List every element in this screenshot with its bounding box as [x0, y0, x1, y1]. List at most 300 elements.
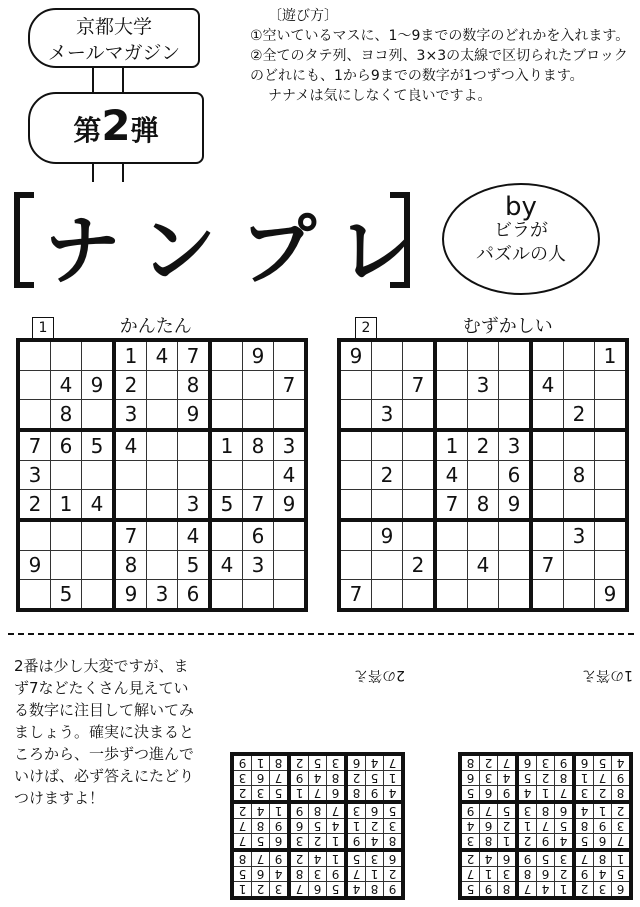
grid-cell [595, 490, 628, 521]
grid-cell: 2 [289, 754, 309, 771]
grid-row [232, 834, 403, 851]
grid-cell: 4 [147, 340, 178, 371]
grid-cell: 2 [18, 490, 51, 521]
grid-cell [339, 461, 372, 490]
grid-cell: 7 [555, 786, 575, 803]
grid-row [232, 850, 403, 867]
grid-row [339, 400, 627, 431]
grid-cell [178, 461, 211, 490]
grid-cell: 2 [612, 802, 632, 819]
grid-cell: 6 [480, 819, 498, 834]
grid-cell [564, 430, 595, 461]
rules [250, 6, 635, 106]
grid-cell [51, 520, 82, 551]
grid-cell [435, 580, 468, 611]
grid-row [232, 867, 403, 882]
grid-cell [82, 520, 115, 551]
grid-cell: 6 [384, 850, 404, 867]
grid-cell: 5 [612, 867, 632, 882]
grid-cell [147, 371, 178, 400]
grid-cell: 7 [460, 867, 480, 882]
grid-cell: 9 [82, 371, 115, 400]
grid-cell: 6 [252, 771, 270, 786]
grid-row [18, 461, 306, 490]
grid-cell: 1 [366, 867, 384, 882]
header-sign [28, 8, 200, 68]
grid-cell: 6 [555, 802, 575, 819]
grid-cell [595, 551, 628, 580]
grid-cell: 6 [366, 802, 384, 819]
grid-cell: 5 [327, 882, 347, 899]
grid-cell: 6 [309, 882, 327, 899]
grid-cell: 4 [498, 771, 518, 786]
rules-title: 〔遊び方〕 [268, 8, 338, 24]
grid-cell: 6 [537, 867, 555, 882]
divider [8, 633, 634, 635]
grid-cell: 4 [366, 754, 384, 771]
grid-cell: 4 [574, 802, 594, 819]
grid-cell: 7 [309, 786, 327, 803]
grid-cell: 4 [309, 850, 327, 867]
grid-cell [18, 340, 51, 371]
grid-cell: 4 [384, 786, 404, 803]
grid-cell [499, 551, 532, 580]
grid-cell: 1 [612, 850, 632, 867]
grid-cell: 1 [252, 754, 270, 771]
grid-cell: 4 [594, 867, 612, 882]
signpost-pole [92, 66, 124, 94]
grid-cell: 5 [517, 771, 537, 786]
grid-cell: 3 [114, 400, 147, 431]
grid-cell: 7 [274, 371, 307, 400]
puzzle1-grid [16, 338, 308, 612]
grid-cell: 1 [480, 867, 498, 882]
grid-cell [531, 340, 564, 371]
grid-cell: 3 [274, 430, 307, 461]
grid-cell [595, 461, 628, 490]
grid-cell [114, 461, 147, 490]
byline-by: by [505, 192, 537, 222]
grid-row [18, 371, 306, 400]
grid-cell: 9 [346, 834, 366, 851]
grid-cell: 7 [114, 520, 147, 551]
grid-cell: 1 [574, 771, 594, 786]
grid-cell: 2 [498, 819, 518, 834]
grid-cell [564, 490, 595, 521]
grid-cell: 7 [612, 834, 632, 851]
grid-cell [595, 400, 628, 431]
grid-cell [595, 371, 628, 400]
grid-cell: 9 [289, 771, 309, 786]
grid-cell [51, 461, 82, 490]
grid-row [339, 461, 627, 490]
grid-cell: 5 [51, 580, 82, 611]
grid-row [18, 490, 306, 521]
grid-cell: 4 [270, 867, 290, 882]
grid-cell [468, 461, 499, 490]
grid-cell: 4 [460, 819, 480, 834]
grid-cell: 7 [232, 819, 252, 834]
grid-row [232, 819, 403, 834]
grid-cell: 9 [480, 882, 498, 899]
grid-cell: 1 [270, 802, 290, 819]
grid-cell [595, 520, 628, 551]
grid-row [18, 340, 306, 371]
grid-row [339, 551, 627, 580]
grid-row [460, 819, 631, 834]
grid-cell: 6 [460, 771, 480, 786]
grid-cell: 3 [232, 771, 252, 786]
grid-cell: 8 [564, 461, 595, 490]
title-bracket-left [14, 192, 34, 288]
grid-cell [274, 551, 307, 580]
grid-cell [51, 340, 82, 371]
grid-cell: 9 [114, 580, 147, 611]
grid-cell [147, 430, 178, 461]
grid-cell: 3 [480, 771, 498, 786]
grid-cell: 1 [327, 834, 347, 851]
grid-cell: 5 [178, 551, 211, 580]
grid-cell [403, 430, 436, 461]
grid-cell: 9 [574, 867, 594, 882]
grid-cell [82, 461, 115, 490]
grid-cell [499, 520, 532, 551]
grid-cell: 2 [555, 867, 575, 882]
grid-cell: 1 [517, 819, 537, 834]
grid-cell [468, 580, 499, 611]
grid-cell [243, 461, 274, 490]
grid-cell: 4 [537, 882, 555, 899]
grid-cell: 8 [594, 850, 612, 867]
grid-cell: 1 [537, 786, 555, 803]
grid-cell [339, 371, 372, 400]
grid-cell [468, 340, 499, 371]
grid-cell: 3 [555, 850, 575, 867]
answer1-label: 1の答え [582, 667, 633, 683]
grid-cell: 6 [270, 834, 290, 851]
grid-cell: 1 [594, 802, 612, 819]
grid-cell: 5 [366, 771, 384, 786]
grid-cell: 9 [232, 754, 252, 771]
grid-cell: 9 [366, 786, 384, 803]
grid-cell: 4 [366, 834, 384, 851]
grid-cell [435, 551, 468, 580]
grid-row [339, 580, 627, 611]
grid-cell [564, 551, 595, 580]
grid-cell [339, 400, 372, 431]
grid-cell: 4 [555, 834, 575, 851]
grid-cell: 4 [517, 786, 537, 803]
grid-row [460, 834, 631, 851]
grid-cell: 2 [114, 371, 147, 400]
grid-cell [210, 520, 243, 551]
grid-cell: 9 [555, 754, 575, 771]
rule-1: ①空いているマスに、1〜9までの数字のどれかを入れます。 [250, 28, 630, 44]
byline-name2: パズルの人 [476, 244, 566, 265]
grid-cell [210, 580, 243, 611]
grid-cell [435, 371, 468, 400]
grid-cell: 8 [270, 754, 290, 771]
grid-cell: 6 [289, 819, 309, 834]
grid-cell [435, 400, 468, 431]
grid-cell: 3 [468, 371, 499, 400]
grid-cell: 7 [327, 802, 347, 819]
puzzle1-number: 1 [32, 317, 54, 339]
page-title: ナンプレ [44, 206, 438, 295]
grid-cell: 4 [480, 850, 498, 867]
grid-cell: 4 [435, 461, 468, 490]
grid-cell: 8 [232, 850, 252, 867]
grid-cell: 5 [232, 867, 252, 882]
grid-cell: 2 [232, 786, 252, 803]
issue-prefix: 第 [73, 114, 102, 147]
grid-cell: 5 [537, 850, 555, 867]
grid-cell: 2 [366, 819, 384, 834]
answer2-label: 2の答え [354, 667, 405, 683]
grid-cell: 1 [232, 882, 252, 899]
grid-cell: 9 [517, 850, 537, 867]
grid-row [460, 850, 631, 867]
grid-cell: 2 [574, 882, 594, 899]
grid-cell: 2 [468, 430, 499, 461]
grid-cell [499, 371, 532, 400]
grid-cell [114, 490, 147, 521]
grid-cell: 5 [309, 754, 327, 771]
grid-cell: 1 [346, 819, 366, 834]
grid-cell [82, 580, 115, 611]
grid-cell: 9 [499, 490, 532, 521]
grid-cell: 4 [612, 754, 632, 771]
grid-cell: 3 [309, 867, 327, 882]
grid-cell: 5 [346, 850, 366, 867]
grid-cell: 2 [232, 802, 252, 819]
grid-cell: 6 [252, 867, 270, 882]
grid-cell [435, 340, 468, 371]
grid-cell [531, 400, 564, 431]
grid-cell [18, 520, 51, 551]
grid-row [460, 882, 631, 899]
grid-cell: 9 [498, 786, 518, 803]
grid-cell [18, 400, 51, 431]
grid-cell: 2 [517, 834, 537, 851]
grid-cell [147, 461, 178, 490]
grid-cell [243, 371, 274, 400]
grid-cell: 1 [384, 771, 404, 786]
grid-cell [564, 340, 595, 371]
grid-cell [51, 551, 82, 580]
grid-cell: 8 [384, 834, 404, 851]
grid-cell [210, 371, 243, 400]
grid-cell: 5 [460, 786, 480, 803]
grid-cell: 9 [372, 520, 403, 551]
grid-row [232, 754, 403, 771]
grid-cell: 9 [243, 340, 274, 371]
grid-cell [147, 490, 178, 521]
grid-cell [468, 400, 499, 431]
grid-cell: 7 [339, 580, 372, 611]
grid-cell: 2 [537, 771, 555, 786]
grid-cell: 2 [403, 551, 436, 580]
grid-cell [18, 580, 51, 611]
grid-cell: 1 [51, 490, 82, 521]
grid-cell: 7 [574, 850, 594, 867]
grid-cell [499, 340, 532, 371]
grid-cell [339, 490, 372, 521]
grid-cell [82, 340, 115, 371]
grid-cell: 6 [178, 580, 211, 611]
grid-cell: 3 [18, 461, 51, 490]
grid-cell: 7 [435, 490, 468, 521]
grid-cell: 8 [537, 802, 555, 819]
grid-cell: 8 [289, 867, 309, 882]
grid-cell: 1 [595, 340, 628, 371]
grid-cell: 7 [537, 819, 555, 834]
grid-row [18, 430, 306, 461]
puzzle1-heading [32, 312, 192, 339]
grid-cell: 8 [327, 771, 347, 786]
grid-cell: 7 [403, 371, 436, 400]
grid-cell: 9 [460, 802, 480, 819]
grid-cell: 7 [498, 754, 518, 771]
grid-cell: 8 [346, 786, 366, 803]
grid-cell: 9 [612, 771, 632, 786]
grid-cell: 3 [594, 882, 612, 899]
grid-cell [499, 400, 532, 431]
grid-cell: 9 [595, 580, 628, 611]
grid-cell [372, 490, 403, 521]
grid-cell [372, 551, 403, 580]
grid-cell: 3 [574, 786, 594, 803]
title-bracket-right [390, 192, 410, 288]
grid-cell [435, 520, 468, 551]
grid-cell: 4 [178, 520, 211, 551]
grid-cell: 4 [252, 802, 270, 819]
grid-cell: 7 [232, 834, 252, 851]
grid-cell [403, 490, 436, 521]
grid-row [18, 580, 306, 611]
grid-cell [82, 400, 115, 431]
grid-cell: 3 [346, 802, 366, 819]
grid-cell: 5 [82, 430, 115, 461]
grid-cell: 1 [114, 340, 147, 371]
grid-cell [372, 580, 403, 611]
grid-cell [274, 520, 307, 551]
grid-cell: 4 [51, 371, 82, 400]
grid-row [18, 520, 306, 551]
grid-cell: 2 [460, 850, 480, 867]
grid-cell: 8 [612, 786, 632, 803]
issue-number: 2 [101, 101, 131, 150]
grid-cell [210, 400, 243, 431]
answer2-block [205, 668, 405, 900]
grid-cell [210, 461, 243, 490]
grid-cell [564, 580, 595, 611]
grid-cell: 8 [243, 430, 274, 461]
grid-cell: 6 [480, 786, 498, 803]
grid-cell: 3 [498, 867, 518, 882]
grid-cell: 2 [594, 786, 612, 803]
issue-suffix: 弾 [130, 114, 159, 147]
grid-row [460, 771, 631, 786]
header-line1: 京都大学 [75, 16, 152, 38]
grid-cell: 4 [346, 882, 366, 899]
grid-cell: 4 [274, 461, 307, 490]
grid-row [18, 551, 306, 580]
grid-cell: 8 [51, 400, 82, 431]
grid-row [339, 371, 627, 400]
grid-cell: 9 [18, 551, 51, 580]
grid-cell: 9 [270, 819, 290, 834]
grid-cell: 7 [384, 754, 404, 771]
rule-2: ②全てのタテ列、ヨコ列、3×3の太線で区切られたブロックのどれにも、1から9までの数字が1つずつ入ります。 [250, 48, 628, 84]
grid-cell: 7 [594, 771, 612, 786]
grid-cell: 4 [82, 490, 115, 521]
grid-cell [178, 430, 211, 461]
grid-cell: 8 [517, 867, 537, 882]
grid-cell: 1 [327, 850, 347, 867]
grid-cell [372, 430, 403, 461]
grid-cell: 5 [594, 754, 612, 771]
grid-cell: 8 [366, 882, 384, 899]
grid-cell [339, 520, 372, 551]
grid-cell [82, 551, 115, 580]
grid-cell: 2 [309, 834, 327, 851]
grid-cell: 9 [537, 834, 555, 851]
grid-cell [531, 580, 564, 611]
grid-cell: 2 [384, 867, 404, 882]
grid-cell: 2 [346, 771, 366, 786]
grid-cell: 9 [339, 340, 372, 371]
puzzle2-number: 2 [355, 317, 377, 339]
grid-row [339, 490, 627, 521]
grid-row [232, 802, 403, 819]
grid-cell: 1 [555, 882, 575, 899]
grid-cell: 9 [594, 819, 612, 834]
grid-cell: 9 [274, 490, 307, 521]
grid-row [18, 400, 306, 431]
grid-cell: 8 [114, 551, 147, 580]
grid-cell [403, 580, 436, 611]
grid-cell: 4 [114, 430, 147, 461]
grid-cell [372, 371, 403, 400]
grid-cell [274, 340, 307, 371]
grid-cell: 6 [499, 461, 532, 490]
grid-cell: 8 [574, 819, 594, 834]
grid-cell: 6 [498, 850, 518, 867]
grid-row [232, 786, 403, 803]
grid-cell: 1 [210, 430, 243, 461]
grid-cell [531, 520, 564, 551]
grid-cell [339, 551, 372, 580]
grid-cell: 9 [289, 802, 309, 819]
grid-cell [274, 580, 307, 611]
grid-cell [531, 461, 564, 490]
grid-cell [403, 400, 436, 431]
grid-cell: 5 [384, 802, 404, 819]
grid-cell: 5 [574, 834, 594, 851]
grid-cell: 6 [612, 882, 632, 899]
grid-cell: 5 [460, 882, 480, 899]
grid-cell: 2 [480, 754, 498, 771]
grid-cell [372, 340, 403, 371]
grid-cell: 1 [498, 834, 518, 851]
grid-cell [403, 520, 436, 551]
grid-cell: 7 [243, 490, 274, 521]
grid-row [339, 430, 627, 461]
grid-cell [147, 551, 178, 580]
grid-cell [499, 580, 532, 611]
grid-cell: 6 [243, 520, 274, 551]
